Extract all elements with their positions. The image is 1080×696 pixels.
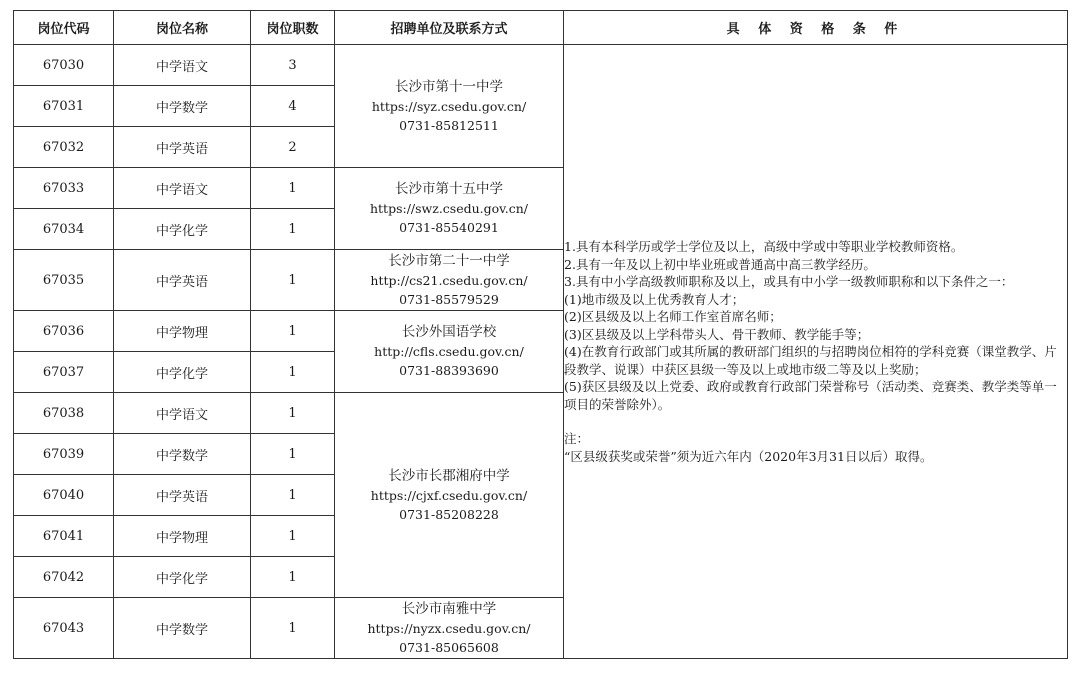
org-name: 长沙市南雅中学 [401,600,497,617]
position-count: 1 [251,311,335,352]
position-name: 中学化学 [114,352,251,393]
org-phone: 0731-85579529 [399,291,499,307]
requirement-line: (2)区县级及以上名师工作室首席名师； [564,309,782,324]
org-phone: 0731-85208228 [399,506,499,522]
position-code: 67036 [14,311,114,352]
requirement-line: (5)获区县级及以上党委、政府或教育行政部门荣誉称号（活动类、竞赛类、教学类等单一项目的荣誉除外）。 [564,379,1057,412]
note-text: “区县级获奖或荣誉”须为近六年内（2020年3月31日以后）取得。 [564,448,933,464]
position-name: 中学化学 [114,209,251,250]
position-count: 1 [251,475,335,516]
position-count: 1 [251,168,335,209]
position-count: 4 [251,86,335,127]
note-label: 注： [564,431,590,446]
position-code: 67039 [14,434,114,475]
position-code: 67030 [14,45,114,86]
position-count: 1 [251,434,335,475]
org-url: https://cjxf.csedu.gov.cn/ [370,487,528,503]
position-name: 中学物理 [114,311,251,352]
position-count: 3 [251,45,335,86]
position-code: 67033 [14,168,114,209]
org-cell [335,598,564,659]
position-name: 中学语文 [114,45,251,86]
position-count: 1 [251,250,335,311]
org-cell [335,311,564,393]
requirement-line: 1.具有本科学历或学士学位及以上，高级中学或中等职业学校教师资格。 [564,239,964,254]
org-cell [335,393,564,598]
position-count: 1 [251,598,335,659]
position-name: 中学物理 [114,516,251,557]
org-url: http://cs21.csedu.gov.cn/ [370,272,528,288]
table-row [14,45,1068,86]
org-url: https://syz.csedu.gov.cn/ [371,98,527,114]
requirement-line: (4)在教育行政部门或其所属的教研部门组织的与招聘岗位相符的学科竞赛（课堂教学、片段教学、说课）中获区县级一等及以上或地市级二等及以上奖励； [564,344,1057,377]
position-count: 1 [251,557,335,598]
position-count: 1 [251,209,335,250]
position-name: 中学语文 [114,393,251,434]
position-count: 1 [251,393,335,434]
requirement-line: 3.具有中小学高级教师职称及以上，或具有中小学一级教师职称和以下条件之一： [564,274,1014,289]
position-name: 中学数学 [114,434,251,475]
org-phone: 0731-85540291 [399,220,499,235]
position-code: 67041 [14,516,114,557]
org-url: https://swz.csedu.gov.cn/ [369,201,528,216]
position-name: 中学英语 [114,250,251,311]
org-cell [335,45,564,168]
header-org: 招聘单位及联系方式 [335,11,564,45]
position-code: 67042 [14,557,114,598]
position-code: 67035 [14,250,114,311]
header-code: 岗位代码 [14,11,114,45]
position-code: 67034 [14,209,114,250]
org-name: 长沙市长郡湘府中学 [388,467,510,484]
org-name: 长沙市第十五中学 [395,181,503,197]
position-name: 中学语文 [114,168,251,209]
header-requirements: 具 体 资 格 条 件 [564,11,1068,45]
org-name: 长沙外国语学校 [401,324,497,340]
position-code: 67040 [14,475,114,516]
position-name: 中学化学 [114,557,251,598]
org-phone: 0731-85812511 [399,117,499,133]
position-name: 中学英语 [114,475,251,516]
org-name: 长沙市第十一中学 [395,78,503,95]
position-code: 67038 [14,393,114,434]
requirement-line: 2.具有一年及以上初中毕业班或普通高中高三教学经历。 [564,256,876,272]
org-url: https://nyzx.csedu.gov.cn/ [367,620,531,636]
position-name: 中学数学 [114,598,251,659]
org-phone: 0731-88393690 [399,363,499,378]
header-count: 岗位职数 [251,11,335,45]
org-url: http://cfls.csedu.gov.cn/ [374,344,524,359]
position-code: 67037 [14,352,114,393]
position-name: 中学英语 [114,127,251,168]
recruitment-table [13,10,1068,659]
position-count: 1 [251,352,335,393]
header-row [14,11,1068,45]
position-count: 1 [251,516,335,557]
requirement-line: (3)区县级及以上学科带头人、骨干教师、教学能手等； [564,326,870,342]
position-code: 67031 [14,86,114,127]
requirements-cell [564,45,1068,659]
requirement-line: (1)地市级及以上优秀教育人才； [564,291,745,307]
org-phone: 0731-85065608 [399,639,499,655]
org-cell [335,168,564,250]
header-name: 岗位名称 [114,11,251,45]
position-count: 2 [251,127,335,168]
org-name: 长沙市第二十一中学 [388,252,510,269]
position-name: 中学数学 [114,86,251,127]
org-cell [335,250,564,311]
position-code: 67043 [14,598,114,659]
position-code: 67032 [14,127,114,168]
